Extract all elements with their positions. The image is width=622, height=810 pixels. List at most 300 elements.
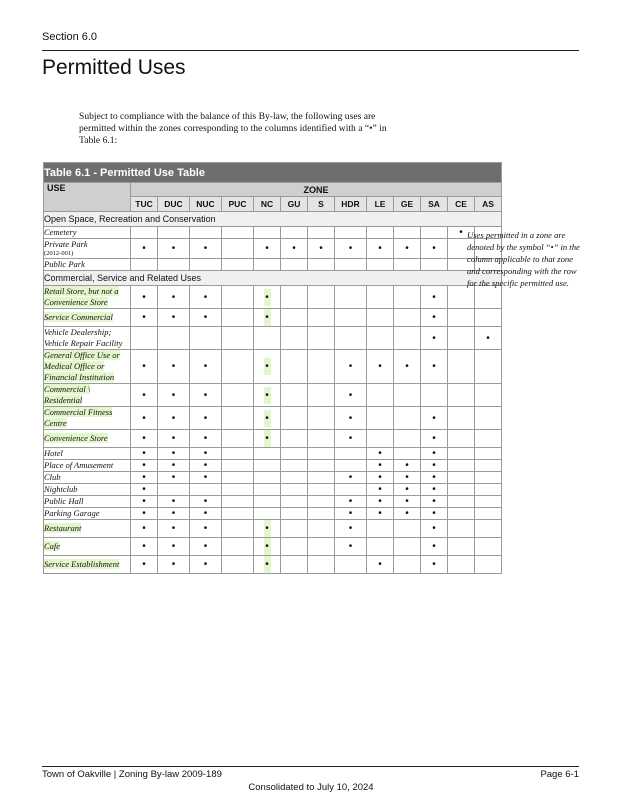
zone-cell-hdr bbox=[335, 309, 367, 327]
permitted-mark: • bbox=[421, 538, 448, 556]
zone-header-as: AS bbox=[475, 197, 502, 212]
permitted-mark: • bbox=[421, 520, 448, 538]
permitted-mark: • bbox=[421, 460, 448, 472]
permitted-mark: • bbox=[131, 508, 158, 520]
zone-cell-puc bbox=[222, 538, 254, 556]
zone-cell-s bbox=[308, 472, 335, 484]
table-row bbox=[44, 286, 502, 309]
table-row bbox=[44, 239, 502, 259]
permitted-mark: • bbox=[131, 430, 158, 448]
permitted-mark: • bbox=[190, 448, 222, 460]
zone-cell-nc bbox=[254, 460, 281, 472]
zone-cell-as bbox=[475, 384, 502, 407]
use-label: Commercial \ Residential bbox=[44, 384, 91, 405]
zone-cell-s bbox=[308, 556, 335, 574]
permitted-mark: • bbox=[421, 508, 448, 520]
zone-cell-as bbox=[475, 508, 502, 520]
permitted-mark: • bbox=[421, 496, 448, 508]
permitted-mark: • bbox=[264, 358, 271, 375]
zone-cell-ge bbox=[394, 227, 421, 239]
zone-cell-s bbox=[308, 430, 335, 448]
section-label: Section 6.0 bbox=[42, 31, 98, 43]
side-note: Uses permitted in a zone are denoted by the symbol “•” in the column applicable to that zone and corresponding with the row for the specific permitted use. bbox=[467, 230, 580, 288]
zone-cell-sa bbox=[421, 227, 448, 239]
permitted-mark: • bbox=[131, 384, 158, 407]
table-row bbox=[44, 407, 502, 430]
permitted-mark: • bbox=[131, 472, 158, 484]
zone-cell-s bbox=[308, 496, 335, 508]
permitted-mark: • bbox=[335, 430, 367, 448]
zone-cell-nuc bbox=[190, 327, 222, 350]
permitted-mark: • bbox=[131, 309, 158, 327]
permitted-mark: • bbox=[264, 556, 271, 573]
permitted-mark: • bbox=[367, 556, 394, 574]
zone-header-sa: SA bbox=[421, 197, 448, 212]
zone-cell-ge bbox=[394, 327, 421, 350]
zone-header-gu: GU bbox=[281, 197, 308, 212]
permitted-mark: • bbox=[264, 410, 271, 427]
zone-cell-hdr bbox=[335, 327, 367, 350]
use-cell bbox=[44, 286, 131, 309]
table-row bbox=[44, 259, 502, 271]
zone-cell-puc bbox=[222, 350, 254, 384]
permitted-mark: • bbox=[421, 239, 448, 259]
zone-cell-puc bbox=[222, 448, 254, 460]
zone-cell-nc bbox=[254, 556, 281, 574]
zone-cell-as bbox=[475, 556, 502, 574]
permitted-mark: • bbox=[367, 239, 394, 259]
zone-cell-sa bbox=[421, 384, 448, 407]
permitted-mark: • bbox=[190, 239, 222, 259]
zone-cell-as bbox=[475, 520, 502, 538]
zone-cell-ce bbox=[448, 520, 475, 538]
use-label: Cafe bbox=[44, 541, 61, 551]
permitted-mark: • bbox=[190, 556, 222, 574]
zone-cell-puc bbox=[222, 430, 254, 448]
zone-cell-ge bbox=[394, 538, 421, 556]
zone-header-ce: CE bbox=[448, 197, 475, 212]
permitted-mark: • bbox=[158, 538, 190, 556]
zone-cell-s bbox=[308, 286, 335, 309]
permitted-mark: • bbox=[394, 350, 421, 384]
table-row bbox=[44, 538, 502, 556]
zone-cell-le bbox=[367, 227, 394, 239]
zone-cell-puc bbox=[222, 309, 254, 327]
zone-cell-ce bbox=[448, 407, 475, 430]
zone-cell-ce bbox=[448, 448, 475, 460]
use-label: Retail Store, but not a Convenience Store bbox=[44, 286, 119, 307]
group-label: Commercial, Service and Related Uses bbox=[44, 271, 502, 286]
zone-cell-gu bbox=[281, 448, 308, 460]
zone-cell-le bbox=[367, 286, 394, 309]
permitted-mark: • bbox=[190, 460, 222, 472]
table-row bbox=[44, 556, 502, 574]
zone-cell-nc bbox=[254, 286, 281, 309]
permitted-mark: • bbox=[335, 538, 367, 556]
permitted-mark: • bbox=[158, 472, 190, 484]
zone-cell-ge bbox=[394, 520, 421, 538]
use-cell bbox=[44, 508, 131, 520]
permitted-use-table-container bbox=[43, 162, 494, 740]
zone-cell-puc bbox=[222, 239, 254, 259]
zone-cell-hdr bbox=[335, 484, 367, 496]
use-note: (2012-001) bbox=[44, 250, 74, 257]
zone-header-nuc: NUC bbox=[190, 197, 222, 212]
permitted-mark: • bbox=[158, 460, 190, 472]
zone-cell-hdr bbox=[335, 556, 367, 574]
zone-cell-s bbox=[308, 460, 335, 472]
use-cell bbox=[44, 496, 131, 508]
table-title: Table 6.1 - Permitted Use Table bbox=[44, 163, 502, 183]
zone-cell-ce bbox=[448, 484, 475, 496]
zone-cell-puc bbox=[222, 496, 254, 508]
permitted-mark: • bbox=[264, 520, 271, 537]
use-label: Place of Amusement bbox=[44, 460, 114, 470]
permitted-mark: • bbox=[367, 448, 394, 460]
permitted-mark: • bbox=[158, 350, 190, 384]
use-cell bbox=[44, 484, 131, 496]
zone-cell-gu bbox=[281, 472, 308, 484]
permitted-mark: • bbox=[394, 460, 421, 472]
use-label: Nightclub bbox=[44, 484, 78, 494]
zone-cell-duc bbox=[158, 227, 190, 239]
use-label: Hotel bbox=[44, 448, 63, 458]
zone-cell-ce bbox=[448, 430, 475, 448]
zone-cell-gu bbox=[281, 508, 308, 520]
permitted-mark: • bbox=[190, 309, 222, 327]
zone-cell-nc bbox=[254, 484, 281, 496]
zone-cell-ge bbox=[394, 286, 421, 309]
table-row bbox=[44, 496, 502, 508]
zone-cell-ge bbox=[394, 556, 421, 574]
use-label: General Office Use or Medical Office or Financial Institution bbox=[44, 350, 120, 382]
intro-paragraph: Subject to compliance with the balance of this By-law, the following uses are permitted within the zones corresponding to the columns identified with a “•” in Table 6.1: bbox=[79, 111, 387, 146]
zone-cell-nc bbox=[254, 448, 281, 460]
zone-cell-s bbox=[308, 448, 335, 460]
zone-cell-gu bbox=[281, 496, 308, 508]
zone-cell-s bbox=[308, 407, 335, 430]
permitted-mark: • bbox=[131, 407, 158, 430]
use-cell bbox=[44, 384, 131, 407]
use-cell bbox=[44, 309, 131, 327]
permitted-mark: • bbox=[190, 472, 222, 484]
permitted-mark: • bbox=[131, 496, 158, 508]
zone-cell-ce bbox=[448, 350, 475, 384]
footer-left: Town of Oakville | Zoning By-law 2009-189 bbox=[42, 769, 222, 780]
zone-cell-nc bbox=[254, 309, 281, 327]
zone-cell-s bbox=[308, 327, 335, 350]
table-row bbox=[44, 430, 502, 448]
footer-page-number: Page 6-1 bbox=[540, 769, 579, 780]
permitted-mark: • bbox=[394, 484, 421, 496]
permitted-mark: • bbox=[131, 350, 158, 384]
zone-cell-as bbox=[475, 496, 502, 508]
zone-cell-as bbox=[475, 538, 502, 556]
permitted-mark: • bbox=[264, 538, 271, 555]
permitted-mark: • bbox=[335, 472, 367, 484]
use-label: Private Park bbox=[44, 239, 88, 249]
use-label: Restaurant bbox=[44, 523, 82, 533]
permitted-mark: • bbox=[158, 556, 190, 574]
zone-cell-gu bbox=[281, 286, 308, 309]
table-row bbox=[44, 472, 502, 484]
permitted-mark: • bbox=[421, 556, 448, 574]
group-row bbox=[44, 212, 502, 227]
use-cell bbox=[44, 350, 131, 384]
zone-cell-puc bbox=[222, 286, 254, 309]
zone-cell-puc bbox=[222, 556, 254, 574]
permitted-mark: • bbox=[394, 508, 421, 520]
permitted-mark: • bbox=[158, 309, 190, 327]
permitted-mark: • bbox=[190, 350, 222, 384]
permitted-mark: • bbox=[367, 350, 394, 384]
zone-cell-ce bbox=[448, 556, 475, 574]
permitted-mark: • bbox=[158, 496, 190, 508]
zone-cell-puc bbox=[222, 259, 254, 271]
zone-cell-puc bbox=[222, 407, 254, 430]
permitted-mark: • bbox=[264, 430, 271, 447]
zone-cell-nc bbox=[254, 384, 281, 407]
permitted-mark: • bbox=[131, 239, 158, 259]
zone-cell-hdr bbox=[335, 286, 367, 309]
zone-header-le: LE bbox=[367, 197, 394, 212]
zone-cell-ge bbox=[394, 407, 421, 430]
permitted-mark: • bbox=[335, 350, 367, 384]
table-row bbox=[44, 460, 502, 472]
use-label: Vehicle Dealership; Vehicle Repair Facility bbox=[44, 327, 123, 348]
table-row bbox=[44, 384, 502, 407]
permitted-mark: • bbox=[448, 227, 475, 239]
zone-cell-nuc bbox=[190, 484, 222, 496]
permitted-mark: • bbox=[190, 520, 222, 538]
zone-cell-hdr bbox=[335, 460, 367, 472]
zone-column-header: ZONE bbox=[131, 183, 502, 197]
table-row bbox=[44, 508, 502, 520]
permitted-mark: • bbox=[421, 472, 448, 484]
permitted-mark: • bbox=[190, 508, 222, 520]
zone-cell-nc bbox=[254, 538, 281, 556]
bottom-rule bbox=[42, 766, 579, 767]
zone-cell-puc bbox=[222, 384, 254, 407]
table-row bbox=[44, 350, 502, 384]
zone-cell-as bbox=[475, 309, 502, 327]
permitted-mark: • bbox=[131, 556, 158, 574]
zone-cell-puc bbox=[222, 460, 254, 472]
zone-cell-nc bbox=[254, 350, 281, 384]
permitted-mark: • bbox=[335, 520, 367, 538]
permitted-mark: • bbox=[190, 384, 222, 407]
zone-cell-s bbox=[308, 484, 335, 496]
permitted-mark: • bbox=[158, 430, 190, 448]
use-cell bbox=[44, 448, 131, 460]
zone-cell-gu bbox=[281, 227, 308, 239]
zone-cell-s bbox=[308, 538, 335, 556]
permitted-mark: • bbox=[475, 327, 502, 350]
zone-cell-gu bbox=[281, 520, 308, 538]
permitted-mark: • bbox=[367, 496, 394, 508]
permitted-mark: • bbox=[264, 387, 271, 404]
use-cell bbox=[44, 538, 131, 556]
permitted-mark: • bbox=[394, 472, 421, 484]
zone-cell-ge bbox=[394, 259, 421, 271]
zone-cell-gu bbox=[281, 556, 308, 574]
zone-cell-sa bbox=[421, 259, 448, 271]
permitted-mark: • bbox=[264, 309, 271, 326]
table-row bbox=[44, 484, 502, 496]
zone-cell-le bbox=[367, 259, 394, 271]
permitted-mark: • bbox=[158, 520, 190, 538]
zone-cell-s bbox=[308, 227, 335, 239]
permitted-mark: • bbox=[335, 239, 367, 259]
use-cell bbox=[44, 556, 131, 574]
zone-cell-gu bbox=[281, 460, 308, 472]
permitted-mark: • bbox=[131, 460, 158, 472]
zone-cell-ge bbox=[394, 309, 421, 327]
zone-header-nc: NC bbox=[254, 197, 281, 212]
permitted-mark: • bbox=[158, 384, 190, 407]
zone-cell-as bbox=[475, 430, 502, 448]
use-label: Service Establishment bbox=[44, 559, 120, 569]
zone-cell-tuc bbox=[131, 259, 158, 271]
table-body bbox=[44, 212, 502, 574]
zone-cell-le bbox=[367, 407, 394, 430]
zone-cell-le bbox=[367, 327, 394, 350]
zone-cell-as bbox=[475, 448, 502, 460]
permitted-mark: • bbox=[421, 327, 448, 350]
permitted-mark: • bbox=[158, 239, 190, 259]
permitted-mark: • bbox=[394, 239, 421, 259]
zone-cell-s bbox=[308, 309, 335, 327]
permitted-mark: • bbox=[421, 407, 448, 430]
zone-cell-ge bbox=[394, 430, 421, 448]
zone-cell-nuc bbox=[190, 259, 222, 271]
zone-cell-hdr bbox=[335, 227, 367, 239]
page-title: Permitted Uses bbox=[42, 56, 186, 79]
use-cell bbox=[44, 472, 131, 484]
zone-cell-le bbox=[367, 384, 394, 407]
zone-cell-ce bbox=[448, 309, 475, 327]
zone-cell-gu bbox=[281, 327, 308, 350]
use-label: Public Hall bbox=[44, 496, 84, 506]
top-rule bbox=[42, 50, 579, 51]
permitted-mark: • bbox=[335, 407, 367, 430]
permitted-mark: • bbox=[394, 496, 421, 508]
permitted-mark: • bbox=[421, 350, 448, 384]
zone-cell-duc bbox=[158, 327, 190, 350]
use-cell bbox=[44, 407, 131, 430]
permitted-mark: • bbox=[131, 448, 158, 460]
zone-cell-ce bbox=[448, 508, 475, 520]
zone-cell-puc bbox=[222, 227, 254, 239]
zone-cell-hdr bbox=[335, 448, 367, 460]
zone-cell-as bbox=[475, 460, 502, 472]
zone-cell-puc bbox=[222, 508, 254, 520]
use-label: Club bbox=[44, 472, 61, 482]
zone-cell-ce bbox=[448, 460, 475, 472]
permitted-mark: • bbox=[308, 239, 335, 259]
zone-cell-gu bbox=[281, 430, 308, 448]
use-column-header: USE bbox=[44, 183, 131, 212]
permitted-mark: • bbox=[421, 448, 448, 460]
permitted-mark: • bbox=[367, 472, 394, 484]
zone-cell-s bbox=[308, 520, 335, 538]
zone-header-tuc: TUC bbox=[131, 197, 158, 212]
zone-cell-as bbox=[475, 407, 502, 430]
zone-cell-duc bbox=[158, 259, 190, 271]
permitted-mark: • bbox=[421, 286, 448, 309]
zone-header-hdr: HDR bbox=[335, 197, 367, 212]
zone-cell-gu bbox=[281, 484, 308, 496]
zone-cell-nc bbox=[254, 508, 281, 520]
permitted-mark: • bbox=[254, 239, 281, 259]
use-cell bbox=[44, 259, 131, 271]
zone-header-duc: DUC bbox=[158, 197, 190, 212]
permitted-mark: • bbox=[190, 430, 222, 448]
zone-cell-nc bbox=[254, 496, 281, 508]
zone-cell-nc bbox=[254, 227, 281, 239]
zone-cell-nc bbox=[254, 259, 281, 271]
zone-cell-le bbox=[367, 309, 394, 327]
zone-cell-le bbox=[367, 538, 394, 556]
zone-cell-puc bbox=[222, 472, 254, 484]
use-cell bbox=[44, 460, 131, 472]
permitted-mark: • bbox=[421, 430, 448, 448]
permitted-mark: • bbox=[158, 407, 190, 430]
permitted-use-table bbox=[43, 162, 502, 574]
use-label: Parking Garage bbox=[44, 508, 100, 518]
permitted-mark: • bbox=[367, 508, 394, 520]
zone-cell-ce bbox=[448, 496, 475, 508]
zone-cell-hdr bbox=[335, 259, 367, 271]
group-row bbox=[44, 271, 502, 286]
use-label: Service Commercial bbox=[44, 312, 113, 322]
zone-cell-s bbox=[308, 259, 335, 271]
zone-cell-nc bbox=[254, 520, 281, 538]
zone-cell-ge bbox=[394, 448, 421, 460]
zone-cell-ce bbox=[448, 472, 475, 484]
zone-cell-puc bbox=[222, 520, 254, 538]
zone-cell-ce bbox=[448, 538, 475, 556]
table-row bbox=[44, 448, 502, 460]
permitted-mark: • bbox=[158, 448, 190, 460]
footer-consolidated-date: Consolidated to July 10, 2024 bbox=[248, 782, 374, 793]
zone-cell-le bbox=[367, 430, 394, 448]
use-label: Public Park bbox=[44, 259, 85, 269]
permitted-mark: • bbox=[367, 460, 394, 472]
use-cell bbox=[44, 239, 131, 259]
permitted-mark: • bbox=[264, 289, 271, 306]
permitted-mark: • bbox=[335, 384, 367, 407]
permitted-mark: • bbox=[131, 286, 158, 309]
permitted-mark: • bbox=[158, 508, 190, 520]
zone-cell-nuc bbox=[190, 227, 222, 239]
zone-cell-as bbox=[475, 484, 502, 496]
zone-cell-nc bbox=[254, 430, 281, 448]
zone-cell-as bbox=[475, 472, 502, 484]
zone-cell-s bbox=[308, 384, 335, 407]
permitted-mark: • bbox=[190, 407, 222, 430]
zone-cell-gu bbox=[281, 384, 308, 407]
use-cell bbox=[44, 430, 131, 448]
zone-cell-s bbox=[308, 350, 335, 384]
zone-cell-nc bbox=[254, 472, 281, 484]
zone-cell-duc bbox=[158, 484, 190, 496]
group-label: Open Space, Recreation and Conservation bbox=[44, 212, 502, 227]
zone-cell-s bbox=[308, 508, 335, 520]
table-row bbox=[44, 227, 502, 239]
zone-cell-puc bbox=[222, 327, 254, 350]
table-row bbox=[44, 520, 502, 538]
